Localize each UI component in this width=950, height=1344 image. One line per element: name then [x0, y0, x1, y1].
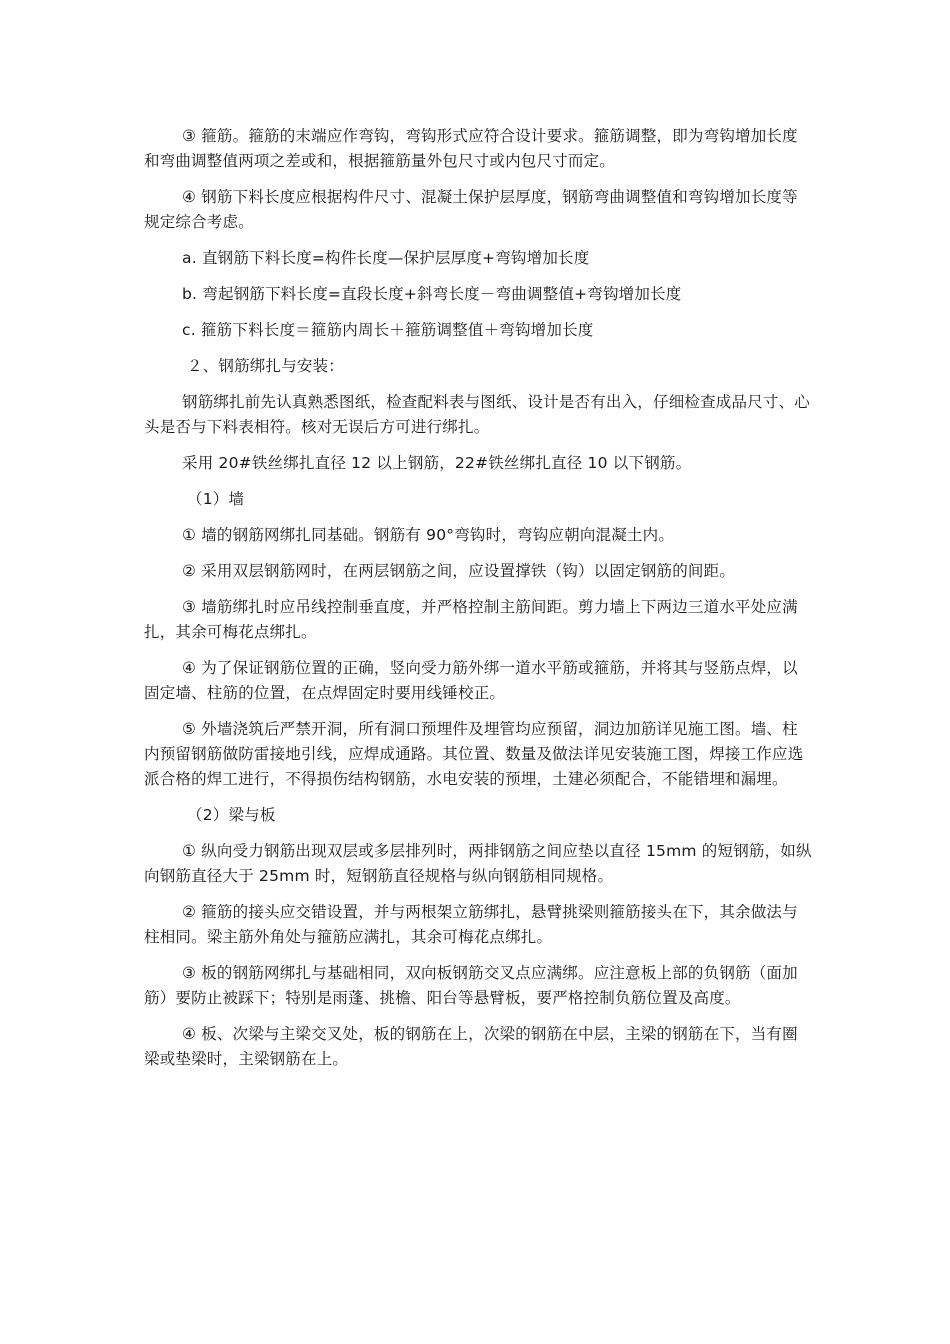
paragraph-wall-2: ② 采用双层钢筋网时，在两层钢筋之间，应设置撑铁（钩）以固定钢筋的间距。	[182, 562, 736, 580]
document-body	[144, 124, 812, 1083]
formula-stirrup: c. 箍筋下料长度＝箍筋内周长＋箍筋调整值＋弯钩增加长度	[182, 321, 594, 339]
subheading-beam-slab: （2）梁与板	[187, 806, 276, 824]
paragraph-wall-4: ④ 为了保证钢筋位置的正确，竖向受力筋外绑一道水平筋或箍筋，并将其与竖筋点焊，以固定墙、柱筋的位置，在点焊固定时要用线锤校正。	[144, 659, 798, 702]
formula-bent-bar: b. 弯起钢筋下料长度=直段长度+斜弯长度－弯曲调整值+弯钩增加长度	[182, 285, 682, 303]
paragraph-wall-5: ⑤ 外墙浇筑后严禁开洞，所有洞口预埋件及埋管均应预留，洞边加筋详见施工图。墙、柱内预留钢筋做防雷接地引线，应焊成通路。其位置、数量及做法详见安装施工图，焊接工作应选派合格的焊工进行，不得损伤结构钢筋，水电安装的预埋，土建必须配合，不能错埋和漏埋。	[144, 720, 804, 788]
formula-straight-bar: a. 直钢筋下料长度=构件长度—保护层厚度+弯钩增加长度	[182, 249, 590, 267]
paragraph-beam-2: ② 箍筋的接头应交错设置，并与两根架立筋绑扎，悬臂挑梁则箍筋接头在下，其余做法与柱相同。梁主筋外角处与箍筋应满扎，其余可梅花点绑扎。	[144, 903, 798, 946]
paragraph-cutting-length: ④ 钢筋下料长度应根据构件尺寸、混凝土保护层厚度，钢筋弯曲调整值和弯钩增加长度等规定综合考虑。	[144, 188, 798, 231]
section-heading-binding: ２、钢筋绑扎与安装：	[187, 357, 345, 375]
paragraph-wall-3: ③ 墙筋绑扎时应吊线控制垂直度，并严格控制主筋间距。剪力墙上下两边三道水平处应满扎，其余可梅花点绑扎。	[144, 598, 798, 641]
paragraph-wall-1: ① 墙的钢筋网绑扎同基础。钢筋有 90°弯钩时，弯钩应朝向混凝土内。	[182, 526, 675, 544]
paragraph-stirrup: ③ 箍筋。箍筋的末端应作弯钩，弯钩形式应符合设计要求。箍筋调整，即为弯钩增加长度和弯曲调整值两项之差或和，根据箍筋量外包尺寸或内包尺寸而定。	[144, 127, 798, 170]
subheading-wall: （1）墙	[187, 490, 245, 508]
paragraph-beam-1: ① 纵向受力钢筋出现双层或多层排列时，两排钢筋之间应垫以直径 15mm 的短钢筋，如纵向钢筋直径大于 25mm 时，短钢筋直径规格与纵向钢筋相同规格。	[144, 842, 812, 885]
paragraph-wire-usage: 采用 20#铁丝绑扎直径 12 以上钢筋，22#铁丝绑扎直径 10 以下钢筋。	[182, 454, 692, 472]
paragraph-beam-4: ④ 板、次梁与主梁交叉处，板的钢筋在上，次梁的钢筋在中层，主梁的钢筋在下，当有圈梁或垫梁时，主梁钢筋在上。	[144, 1025, 798, 1068]
paragraph-binding-prep: 钢筋绑扎前先认真熟悉图纸，检查配料表与图纸、设计是否有出入，仔细检查成品尺寸、心头是否与下料表相符。核对无误后方可进行绑扎。	[144, 393, 811, 436]
paragraph-beam-3: ③ 板的钢筋网绑扎与基础相同，双向板钢筋交叉点应满绑。应注意板上部的负钢筋（面加筋）要防止被踩下；特别是雨蓬、挑檐、阳台等悬臂板，要严格控制负筋位置及高度。	[144, 964, 798, 1007]
